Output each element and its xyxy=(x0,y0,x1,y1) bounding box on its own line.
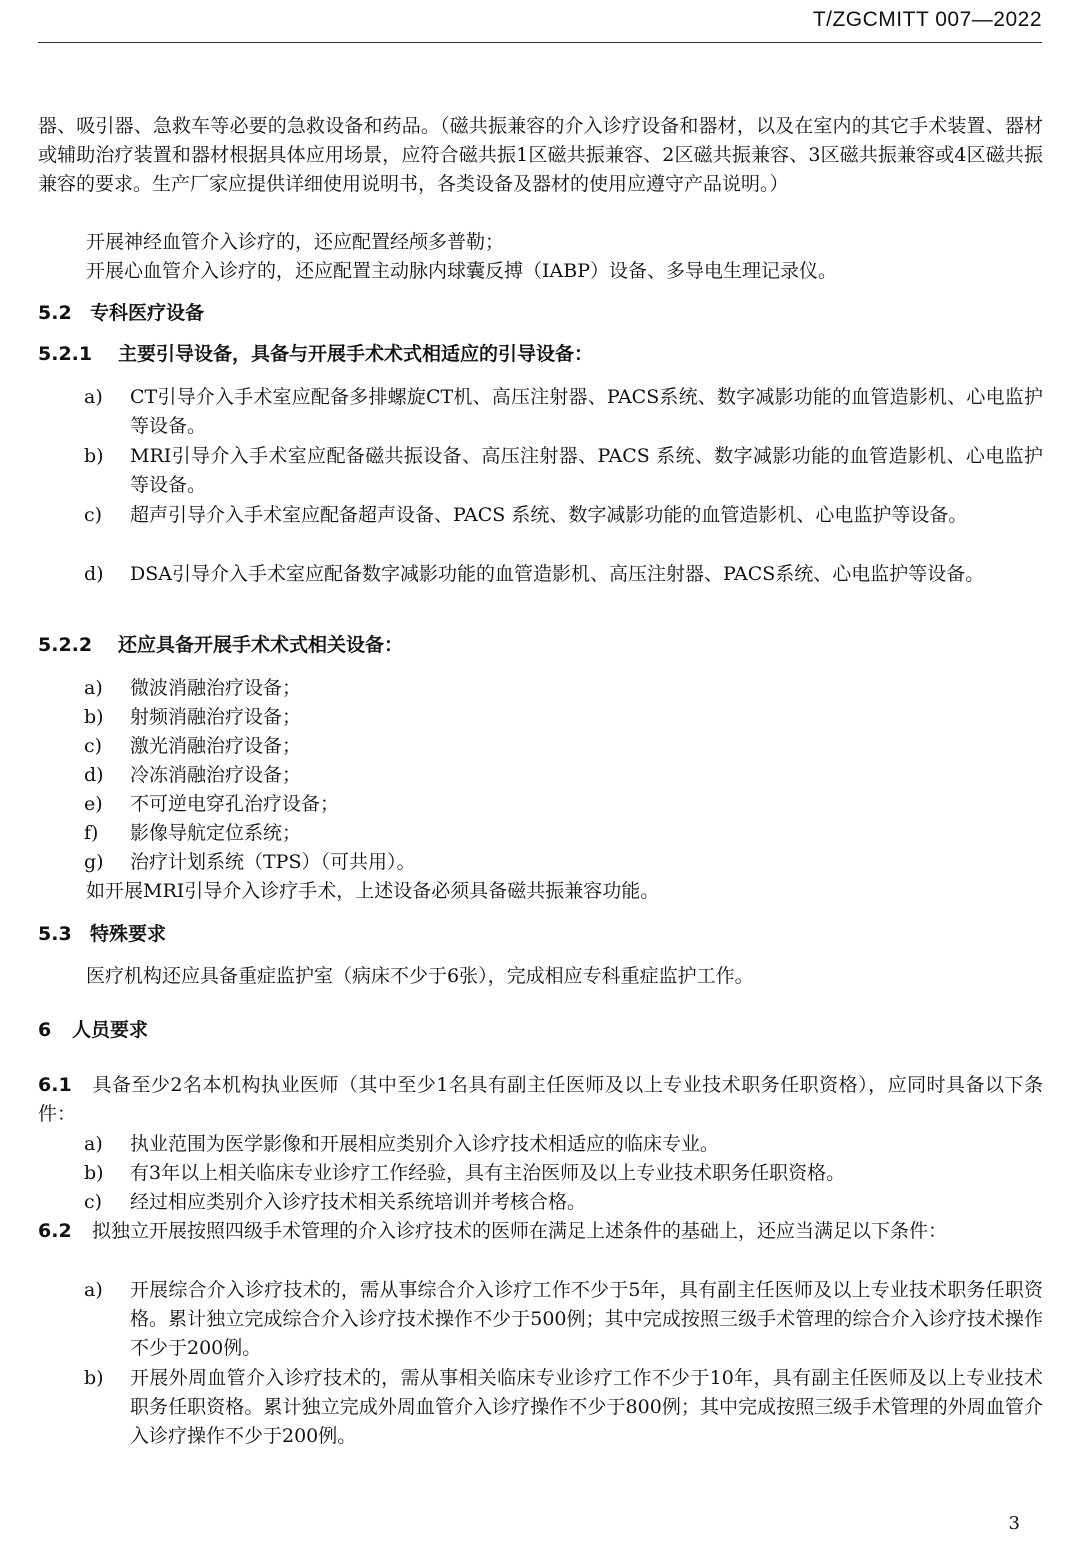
section-6-2-paragraph xyxy=(38,1217,1043,1246)
section-5-3-heading xyxy=(38,920,166,949)
intro-paragraph: 器、吸引器、急救车等必要的急救设备和药品。（磁共振兼容的介入诊疗设备和器材，以及在室内的其它手术装置、器材或辅助治疗装置和器材根据具体应用场景，应符合磁共振1区磁共振兼容、2区磁共振兼容、3区磁共振兼容或4区磁共振兼容的要求。生产厂家应提供详细使用说明书，各类设备及器材的使用应遵守产品说明。） xyxy=(38,115,1043,195)
section-title: 人员要求 xyxy=(72,1019,149,1041)
section-title: 专科医疗设备 xyxy=(90,302,205,324)
item-label: e) xyxy=(84,793,103,815)
document-id: T/ZGCMITT 007—2022 xyxy=(812,8,1042,31)
item-label: b) xyxy=(84,445,104,467)
section-6-heading xyxy=(38,1016,148,1045)
item-text: 治疗计划系统（TPS）（可共用）。 xyxy=(130,851,416,873)
item-label: g) xyxy=(84,851,104,873)
item-text: DSA引导介入手术室应配备数字减影功能的血管造影机、高压注射器、PACS系统、心电监护等设备。 xyxy=(130,563,985,585)
item-label: c) xyxy=(84,504,103,526)
item-text: 冷冻消融治疗设备； xyxy=(130,764,302,786)
page-number: 3 xyxy=(1008,1513,1020,1534)
item-text: 经过相应类别介入诊疗技术相关系统培训并考核合格。 xyxy=(130,1191,587,1213)
header-divider xyxy=(38,42,1042,43)
mri-note: 如开展MRI引导介入诊疗手术，上述设备必须具备磁共振兼容功能。 xyxy=(86,880,660,902)
item-label: d) xyxy=(84,563,104,585)
item-label: a) xyxy=(84,386,103,408)
section-number: 5.2.2 xyxy=(38,634,93,656)
item-text: 微波消融治疗设备； xyxy=(130,677,302,699)
list-item xyxy=(84,790,1043,819)
item-text: 超声引导介入手术室应配备超声设备、PACS 系统、数字减影功能的血管造影机、心电监护等设备。 xyxy=(130,504,968,526)
list-item xyxy=(84,1130,1043,1159)
item-text: 开展综合介入诊疗技术的，需从事综合介入诊疗工作不少于5年，具有副主任医师及以上专业技术职务任职资格。累计独立完成综合介入诊疗技术操作不少于500例；其中完成按照三级手术管理的综合介入诊疗技术操作不少于200例。 xyxy=(130,1279,1043,1359)
section-number: 5.3 xyxy=(38,923,72,945)
item-text: 有3年以上相关临床专业诊疗工作经验，具有主治医师及以上专业技术职务任职资格。 xyxy=(130,1162,846,1184)
list-item xyxy=(84,732,1043,761)
section-number: 5.2.1 xyxy=(38,343,93,365)
section-title: 特殊要求 xyxy=(90,923,167,945)
list-item xyxy=(84,703,1043,732)
list-item xyxy=(84,1364,1043,1451)
item-label: b) xyxy=(84,1367,104,1389)
item-text: 激光消融治疗设备； xyxy=(130,735,302,757)
item-label: c) xyxy=(84,1191,103,1213)
section-title: 还应具备开展手术术式相关设备： xyxy=(118,634,404,656)
section-number: 5.2 xyxy=(38,302,72,324)
list-item xyxy=(84,383,1043,441)
item-text: 执业范围为医学影像和开展相应类别介入诊疗技术相适应的临床专业。 xyxy=(130,1133,720,1155)
list-item xyxy=(84,761,1043,790)
item-text: 开展外周血管介入诊疗技术的，需从事相关临床专业诊疗工作不少于10年，具有副主任医师及以上专业技术职务任职资格。累计独立完成外周血管介入诊疗操作不少于800例；其中完成按照三级手术管理的外周血管介入诊疗操作不少于200例。 xyxy=(130,1367,1043,1447)
list-item xyxy=(84,1276,1043,1363)
item-text: 射频消融治疗设备； xyxy=(130,706,302,728)
item-label: d) xyxy=(84,764,104,786)
item-text: MRI引导介入手术室应配备磁共振设备、高压注射器、PACS 系统、数字减影功能的血管造影机、心电监护等设备。 xyxy=(130,445,1043,496)
section-text: 拟独立开展按照四级手术管理的介入诊疗技术的医师在满足上述条件的基础上，还应当满足以下条件： xyxy=(92,1220,948,1242)
section-5-2-2-heading xyxy=(38,631,403,660)
item-label: b) xyxy=(84,706,104,728)
section-number: 6.1 xyxy=(38,1074,72,1096)
item-label: f) xyxy=(84,822,99,844)
section-5-2-1-heading xyxy=(38,340,593,369)
section-number: 6.2 xyxy=(38,1220,72,1242)
section-text: 具备至少2名本机构执业医师（其中至少1名具有副主任医师及以上专业技术职务任职资格），应同时具备以下条件： xyxy=(38,1074,1043,1125)
list-item xyxy=(84,674,1043,703)
list-item xyxy=(84,560,1043,589)
item-text: 不可逆电穿孔治疗设备； xyxy=(130,793,340,815)
list-item xyxy=(84,1159,1043,1188)
item-label: a) xyxy=(84,1133,103,1155)
section-5-2-heading xyxy=(38,299,204,328)
list-item xyxy=(84,848,1043,877)
item-label: b) xyxy=(84,1162,104,1184)
list-item xyxy=(84,501,1043,530)
list-item xyxy=(84,819,1043,848)
section-number: 6 xyxy=(38,1019,52,1041)
list-item xyxy=(84,1188,1043,1217)
list-item xyxy=(84,442,1043,500)
item-label: c) xyxy=(84,735,103,757)
section-5-3-text: 医疗机构还应具备重症监护室（病床不少于6张），完成相应专科重症监护工作。 xyxy=(86,965,754,987)
item-text: CT引导介入手术室应配备多排螺旋CT机、高压注射器、PACS系统、数字减影功能的血管造影机、心电监护等设备。 xyxy=(130,386,1043,437)
item-label: a) xyxy=(84,677,103,699)
intro-neuro-line: 开展神经血管介入诊疗的，还应配置经颅多普勒； xyxy=(86,231,505,253)
section-6-1-paragraph xyxy=(38,1071,1043,1129)
item-label: a) xyxy=(84,1279,103,1301)
section-title: 主要引导设备，具备与开展手术术式相适应的引导设备： xyxy=(118,343,594,365)
intro-cardio-line: 开展心血管介入诊疗的，还应配置主动脉内球囊反搏（IABP）设备、多导电生理记录仪。 xyxy=(86,260,837,282)
item-text: 影像导航定位系统； xyxy=(130,822,302,844)
